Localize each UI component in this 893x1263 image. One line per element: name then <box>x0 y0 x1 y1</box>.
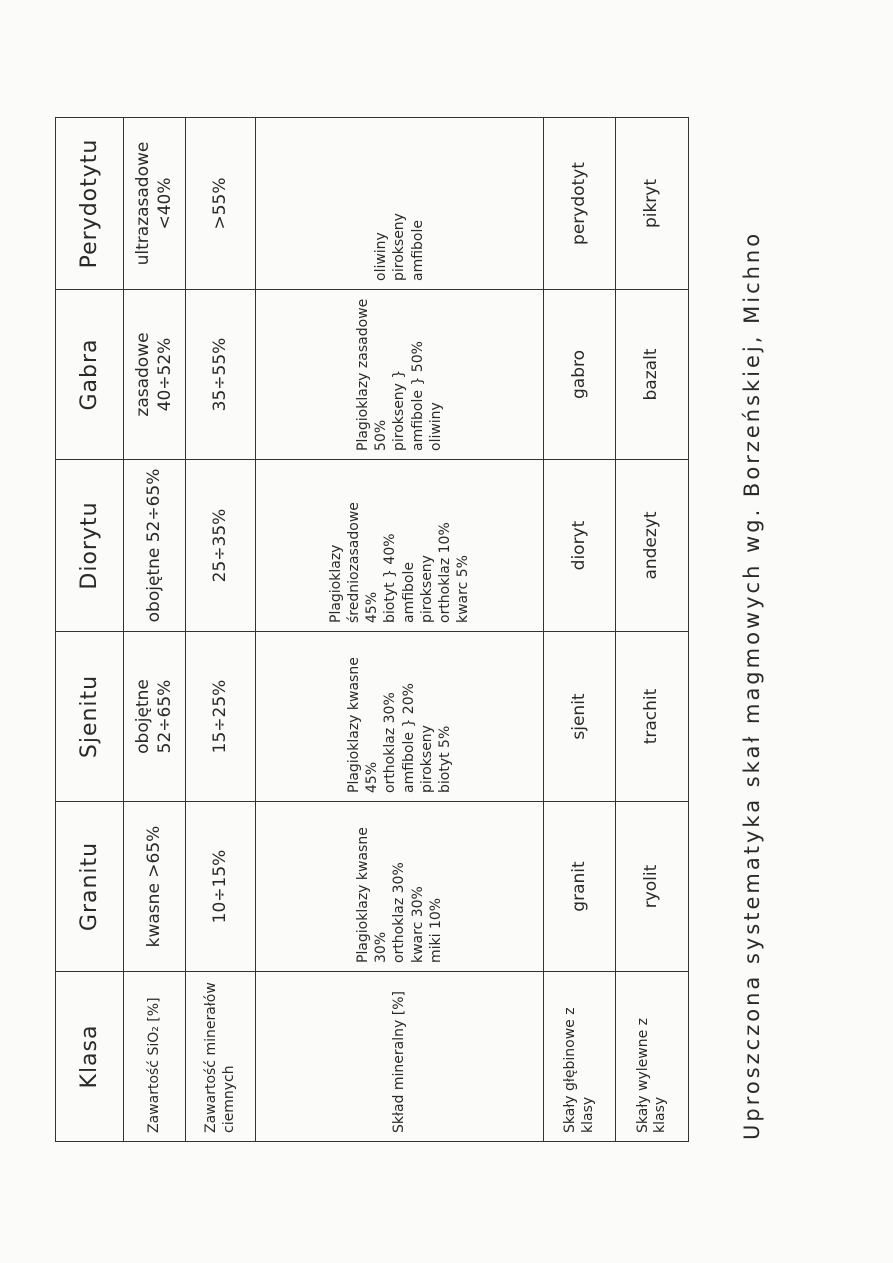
table-cell: 10÷15% <box>186 802 256 972</box>
table-row <box>616 118 689 1142</box>
table-cell: pikryt <box>616 118 689 290</box>
header-row <box>56 118 124 1142</box>
header-cell: Diorytu <box>56 460 124 632</box>
table-cell: dioryt <box>544 460 616 632</box>
table-cell: kwasne >65% <box>124 802 186 972</box>
table-cell: Plagioklazy średniozasadowe 45% biotyt } 40% amfibole pirokseny orthoklaz 10% kwarc 5% <box>256 460 544 632</box>
header-cell: Sjenitu <box>56 632 124 802</box>
table-cell: 25÷35% <box>186 460 256 632</box>
table-row <box>256 118 544 1142</box>
table-cell: Plagioklazy kwasne 30% orthoklaz 30% kwarc 30% miki 10% <box>256 802 544 972</box>
header-cell: Perydotytu <box>56 118 124 290</box>
table-caption: Uproszczona systematyka skał magmowych wg. Borzeńskiej, Michno <box>740 230 764 1140</box>
row-label: Skały wylewne z klasy <box>616 972 689 1142</box>
table-cell: bazalt <box>616 290 689 460</box>
table-row <box>186 118 256 1142</box>
table-cell: gabro <box>544 290 616 460</box>
table-cell: zasadowe 40÷52% <box>124 290 186 460</box>
table-cell: obojętne 52÷65% <box>124 460 186 632</box>
table-row <box>124 118 186 1142</box>
row-label: Skały głębinowe z klasy <box>544 972 616 1142</box>
table-cell: Plagioklazy zasadowe 50% pirokseny } amfibole } 50% oliwiny <box>256 290 544 460</box>
table-cell: perydotyt <box>544 118 616 290</box>
header-cell: Granitu <box>56 802 124 972</box>
header-cell: Klasa <box>56 972 124 1142</box>
header-cell: Gabra <box>56 290 124 460</box>
table-row <box>544 118 616 1142</box>
table-cell: oliwiny pirokseny amfibole <box>256 118 544 290</box>
table-cell: granit <box>544 802 616 972</box>
table-cell: trachit <box>616 632 689 802</box>
table-cell: ryolit <box>616 802 689 972</box>
table-cell: 15÷25% <box>186 632 256 802</box>
table-cell: andezyt <box>616 460 689 632</box>
table-cell: ultrazasadowe <40% <box>124 118 186 290</box>
row-label: Zawartość minerałów ciemnych <box>186 972 256 1142</box>
table-cell: sjenit <box>544 632 616 802</box>
table-cell: obojętne 52÷65% <box>124 632 186 802</box>
rock-classification-table-rotated <box>55 118 688 1142</box>
row-label: Zawartość SiO₂ [%] <box>124 972 186 1142</box>
row-label: Skład mineralny [%] <box>256 972 544 1142</box>
rock-classification-table <box>55 117 689 1142</box>
table-cell: Plagioklazy kwasne 45% orthoklaz 30% amfibole } 20% pirokseny biotyt 5% <box>256 632 544 802</box>
table-cell: 35÷55% <box>186 290 256 460</box>
table-cell: >55% <box>186 118 256 290</box>
